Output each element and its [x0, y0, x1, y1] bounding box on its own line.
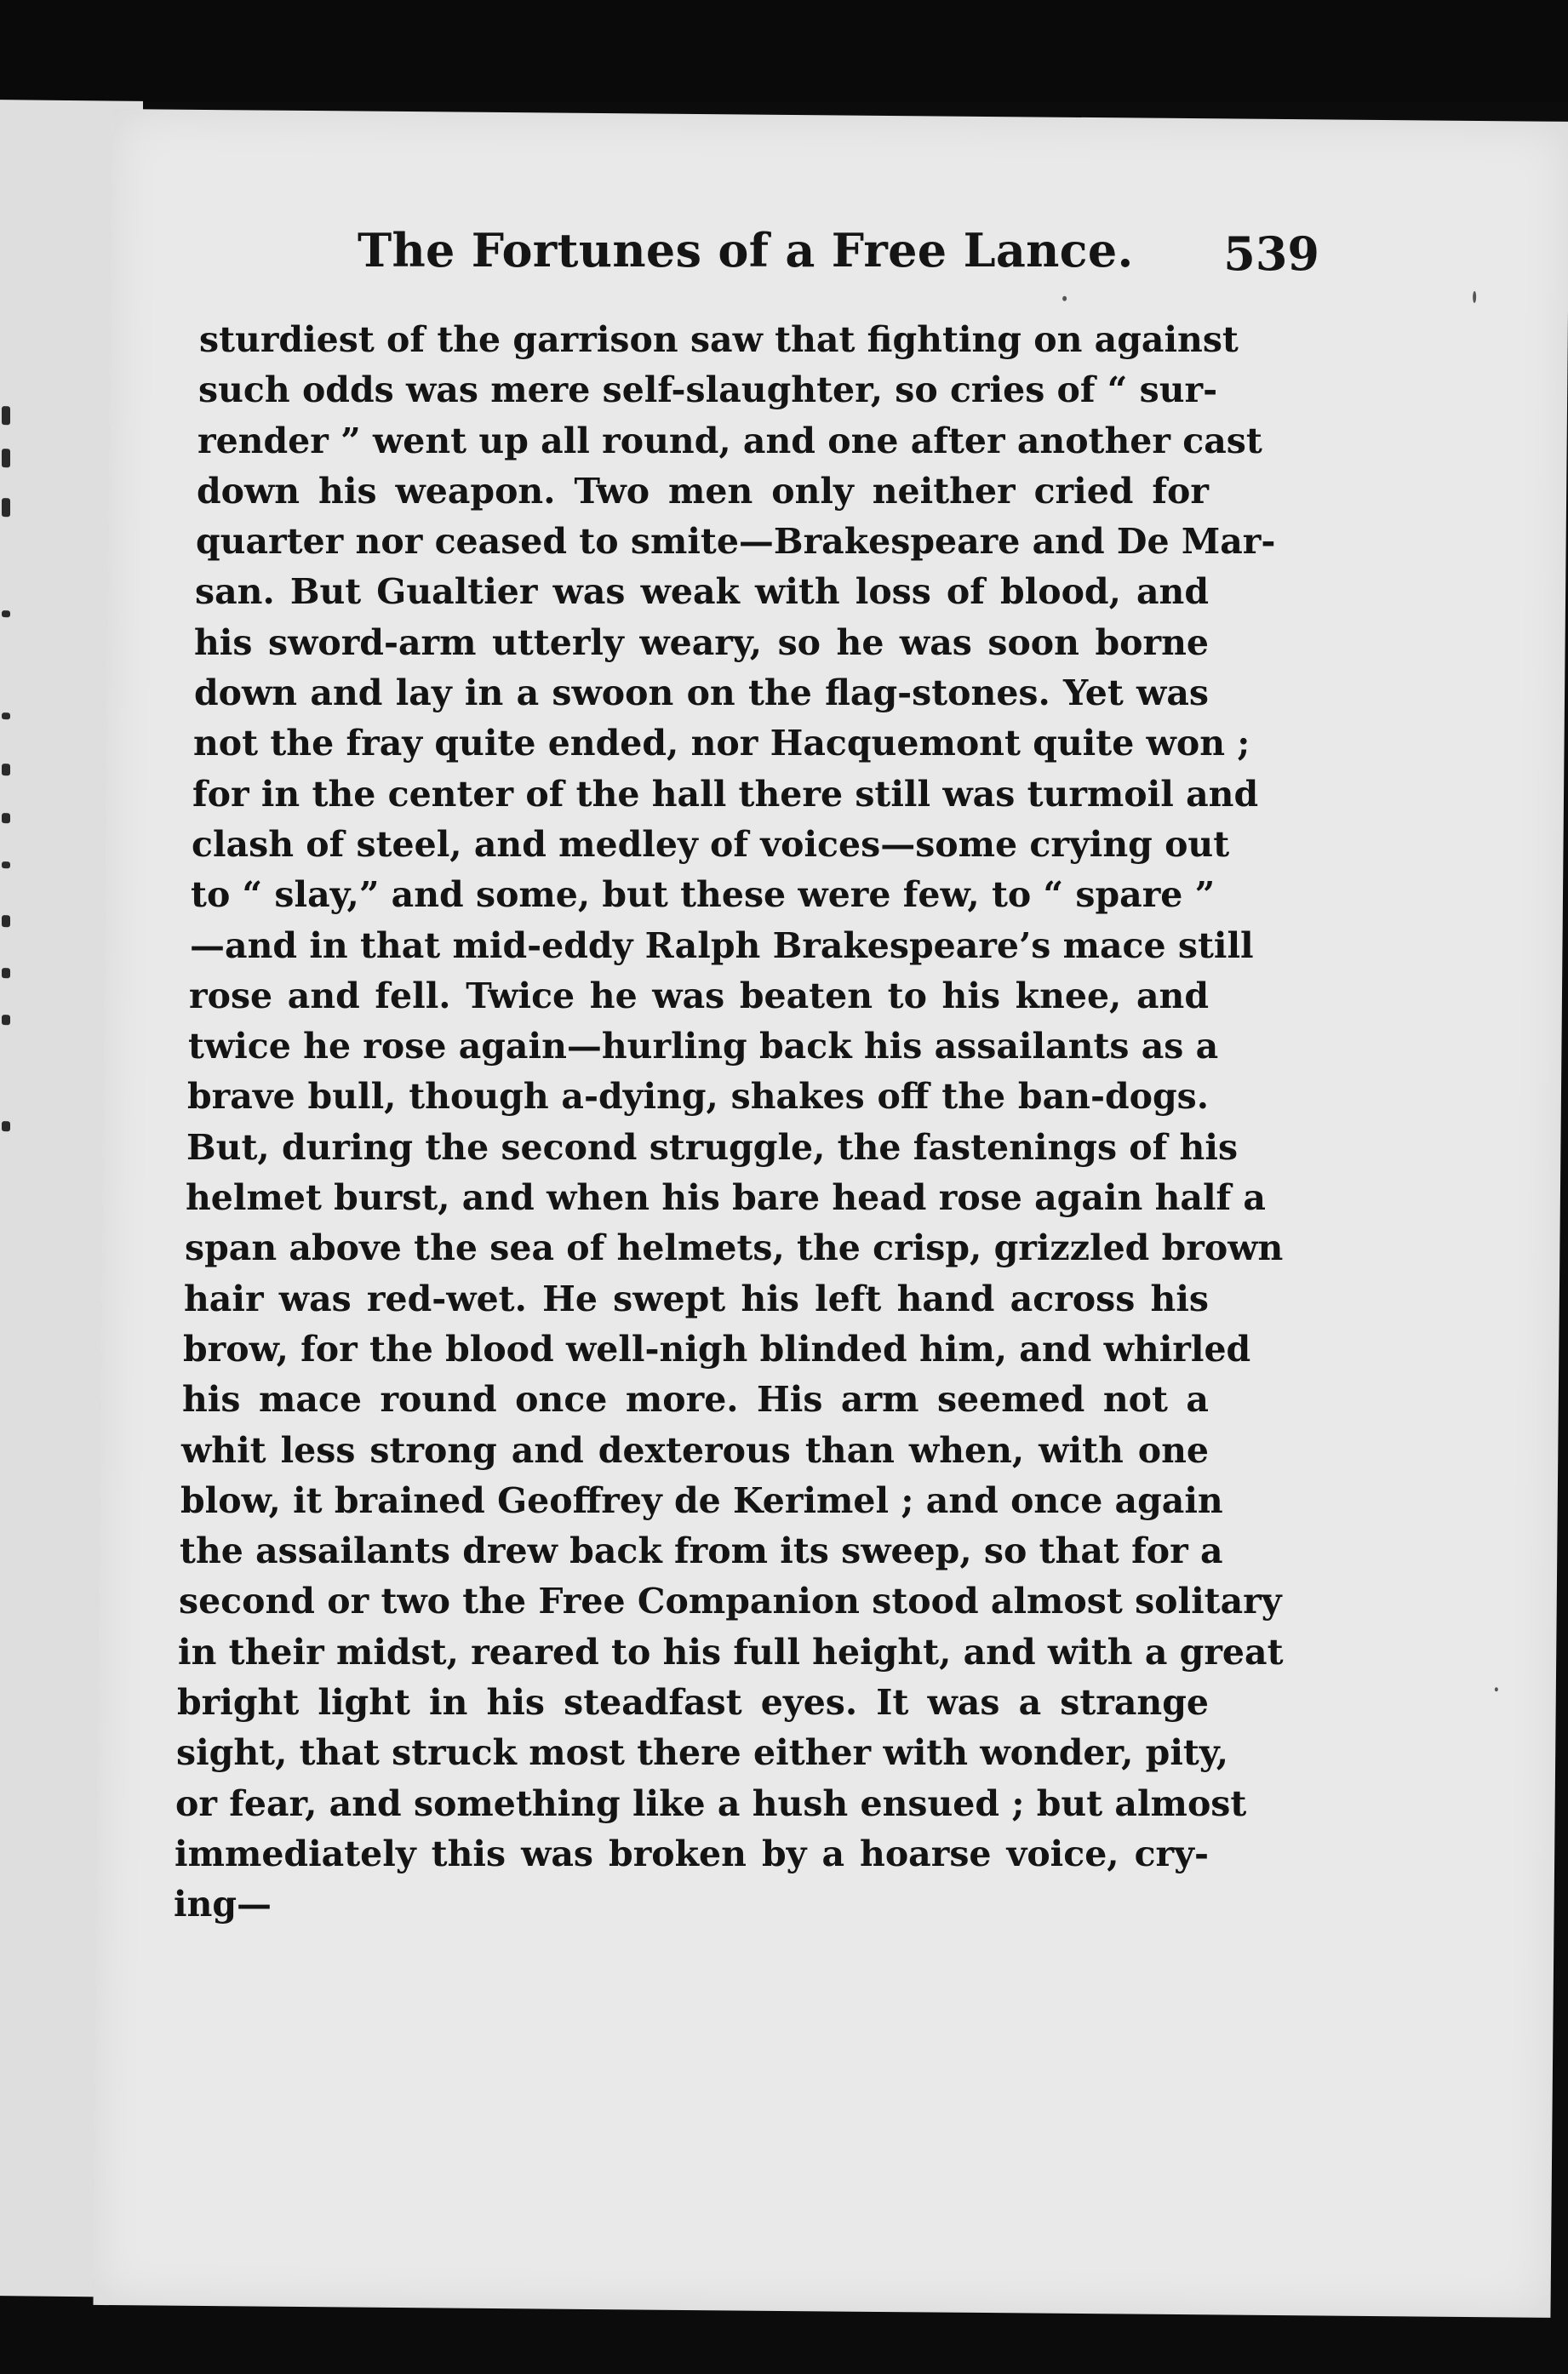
text-line: to “ slay,” and some, but these were few, to “ spare ” [191, 874, 1216, 916]
text-line: quarter nor ceased to smite—Brakespeare and De Mar- [196, 521, 1276, 563]
text-line: or fear, and something like a hush ensued ; but almost [175, 1782, 1247, 1824]
previous-page-text-fragment [2, 610, 10, 617]
text-line: But, during the second struggle, the fastenings of his [186, 1126, 1239, 1168]
running-title: The Fortunes of a Free Lance. [358, 223, 1134, 277]
paper-speck [1495, 1687, 1498, 1691]
previous-page-text-fragment [2, 813, 10, 823]
text-line: whit less strong and dexterous than when, with one [181, 1429, 1209, 1471]
text-line: brave bull, though a-dying, shakes off the ban-dogs. [187, 1076, 1209, 1118]
text-line: bright light in his steadfast eyes. It was a strange [177, 1682, 1209, 1724]
text-line: render ” went up all round, and one after another cast [197, 420, 1262, 461]
text-line: immediately this was broken by a hoarse voice, cry- [175, 1833, 1209, 1874]
running-head [358, 223, 1319, 300]
page-number: 539 [1223, 226, 1319, 281]
text-line: in their midst, reared to his full height, and with a great [178, 1631, 1284, 1673]
text-line: clash of steel, and medley of voices—some crying out [192, 823, 1230, 865]
body-text [174, 315, 1284, 1931]
text-line: down and lay in a swoon on the flag-stones. Yet was [194, 672, 1209, 714]
text-line: helmet burst, and when his bare head rose again half a [186, 1177, 1266, 1219]
text-line: ing— [174, 1884, 272, 1925]
text-line: span above the sea of helmets, the crisp, grizzled brown [185, 1227, 1284, 1269]
previous-page-text-fragment [2, 968, 10, 978]
previous-page-text-fragment [2, 498, 10, 517]
text-line: second or two the Free Companion stood almost solitary [179, 1581, 1282, 1622]
previous-page-text-fragment [2, 915, 10, 927]
previous-page-text-fragment [2, 861, 10, 868]
text-line: the assailants drew back from its sweep, so that for a [180, 1530, 1223, 1572]
text-line: not the fray quite ended, nor Hacquemont quite won ; [193, 723, 1250, 764]
text-line: his sword-arm utterly weary, so he was soon borne [194, 621, 1209, 663]
previous-page-text-fragment [2, 1121, 10, 1131]
text-line: brow, for the blood well-nigh blinded him, and whirled [183, 1328, 1251, 1370]
text-line: twice he rose again—hurling back his assailants as a [188, 1026, 1219, 1067]
previous-page-text-fragment [2, 449, 10, 467]
text-line: —and in that mid-eddy Ralph Brakespeare’s mace still [190, 924, 1254, 966]
text-line: hair was red-wet. He swept his left hand across his [184, 1278, 1209, 1319]
text-line: sturdiest of the garrison saw that fighting on against [199, 319, 1239, 360]
text-line: sight, that struck most there either with wonder, pity, [176, 1732, 1229, 1774]
previous-page-text-fragment [2, 712, 10, 719]
text-line: rose and fell. Twice he was beaten to his knee, and [189, 975, 1209, 1016]
previous-page-text-fragment [2, 764, 10, 775]
text-line: for in the center of the hall there still was turmoil and [192, 773, 1259, 815]
text-line: blow, it brained Geoffrey de Kerimel ; and once again [180, 1479, 1223, 1521]
text-line: such odds was mere self-slaughter, so cries of “ sur- [198, 369, 1218, 411]
previous-page-text-fragment [2, 1015, 10, 1025]
scan-top-border [0, 0, 1568, 102]
text-line: down his weapon. Two men only neither cried for [197, 470, 1209, 512]
text-line: his mace round once more. His arm seemed not a [182, 1379, 1209, 1421]
paper-speck [1473, 291, 1476, 303]
text-line: san. But Gualtier was weak with loss of blood, and [195, 571, 1209, 613]
previous-page-text-fragment [2, 406, 10, 425]
